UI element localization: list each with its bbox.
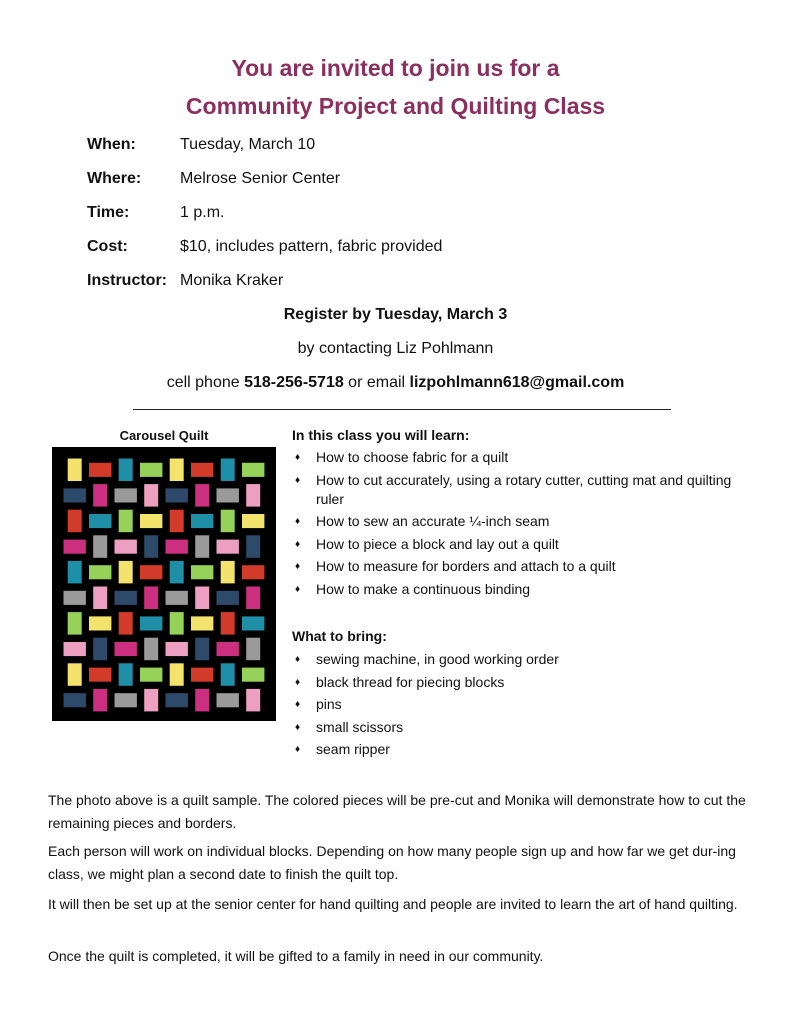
bring-item-text: pins (316, 696, 342, 713)
quilt-piece (195, 638, 209, 661)
diamond-bullet-icon: ♦ (295, 516, 301, 528)
quilt-piece (217, 540, 239, 554)
quilt-piece (166, 540, 188, 554)
detail-value: Melrose Senior Center (180, 170, 341, 187)
diamond-bullet-icon: ♦ (295, 583, 301, 595)
quilt-piece (191, 616, 213, 630)
paragraph-hand-quilting: It will then be set up at the senior center for hand quilting and people are invited to learn the art of hand quilting. (48, 896, 738, 912)
bring-item (292, 673, 732, 692)
learn-item-text: How to piece a block and lay out a quilt (316, 535, 559, 552)
bring-heading: What to bring: (292, 628, 387, 644)
diamond-bullet-icon: ♦ (295, 474, 301, 486)
email-prefix: or email (343, 374, 410, 391)
learn-item (292, 535, 732, 554)
quilt-piece (93, 535, 107, 558)
quilt-piece (68, 459, 82, 482)
learn-item-text: How to choose fabric for a quilt (316, 449, 509, 465)
quilt-piece (140, 463, 162, 477)
diamond-bullet-icon: ♦ (295, 676, 301, 688)
learn-list (292, 448, 732, 603)
quilt-piece (115, 591, 137, 605)
quilt-piece (89, 668, 111, 682)
quilt-piece (166, 488, 188, 502)
invite-title-line2: Community Project and Quilting Class (185, 93, 606, 119)
quilt-piece (89, 514, 111, 528)
detail-label: Cost: (87, 238, 128, 255)
quilt-piece (144, 638, 158, 661)
detail-value: Monika Kraker (180, 272, 284, 289)
learn-item-text: How to sew an accurate ¼-inch seam (316, 513, 550, 530)
bring-list (292, 650, 732, 763)
learn-item (292, 471, 732, 509)
quilt-piece (170, 612, 184, 635)
learn-item (292, 580, 732, 599)
quilt-piece (144, 587, 158, 610)
quilt-piece (221, 561, 235, 584)
quilt-piece (246, 484, 260, 507)
diamond-bullet-icon: ♦ (295, 561, 301, 573)
quilt-piece (221, 459, 235, 482)
quilt-piece (195, 587, 209, 610)
quilt-piece (195, 689, 209, 712)
quilt-piece (140, 616, 162, 630)
detail-time (87, 204, 224, 222)
quilt-piece (217, 693, 239, 707)
diamond-bullet-icon: ♦ (295, 699, 301, 711)
learn-item-text: How to cut accurately, using a rotary cutter, cutting mat and quilting ruler (316, 471, 732, 507)
quilt-piece (166, 591, 188, 605)
detail-cost (87, 238, 442, 256)
detail-where (87, 170, 340, 188)
paragraph-gifted: Once the quilt is completed, it will be gifted to a family in need in our community. (48, 948, 544, 964)
quilt-piece (115, 642, 137, 656)
quilt-piece (242, 514, 264, 528)
learn-item-text: How to measure for borders and attach to a quilt (316, 558, 616, 575)
detail-instructor (87, 272, 283, 290)
quilt-piece (64, 540, 86, 554)
phone-number[interactable]: 518-256-5718 (244, 374, 344, 391)
diamond-bullet-icon: ♦ (295, 654, 301, 665)
register-contact: by contacting Liz Pohlmann (297, 340, 494, 357)
bring-item-text: small scissors (316, 718, 404, 735)
quilt-piece (191, 514, 213, 528)
learn-item (292, 448, 732, 467)
learn-item (292, 557, 732, 576)
quilt-piece (246, 689, 260, 712)
quilt-caption: Carousel Quilt (119, 428, 209, 443)
quilt-piece (166, 642, 188, 656)
quilt-piece (89, 463, 111, 477)
detail-when (87, 136, 315, 154)
quilt-piece (166, 693, 188, 707)
bring-item-text: black thread for piecing blocks (316, 673, 505, 690)
bring-item (292, 718, 732, 737)
detail-value: Tuesday, March 10 (180, 136, 316, 153)
quilt-piece (170, 510, 184, 533)
quilt-piece (195, 484, 209, 507)
quilt-piece (221, 612, 235, 635)
paragraph-quilt-sample: The photo above is a quilt sample. The colored pieces will be pre-cut and Monika will demonstrate how to cut the remaining pieces and borders. (48, 792, 746, 831)
quilt-piece (68, 612, 82, 635)
bring-item-text: seam ripper (316, 741, 390, 758)
quilt-piece (115, 693, 137, 707)
detail-value: 1 p.m. (180, 204, 225, 221)
quilt-piece (140, 668, 162, 682)
quilt-piece (144, 689, 158, 712)
bring-item-text: sewing machine, in good working order (316, 651, 559, 667)
quilt-piece (221, 510, 235, 533)
quilt-piece (140, 514, 162, 528)
detail-label: When: (87, 136, 136, 153)
diamond-bullet-icon: ♦ (295, 744, 301, 756)
quilt-piece (64, 642, 86, 656)
quilt-piece (246, 638, 260, 661)
quilt-piece (242, 565, 264, 579)
invite-title-line1: You are invited to join us for a (231, 55, 560, 81)
diamond-bullet-icon: ♦ (295, 538, 301, 550)
quilt-piece (89, 616, 111, 630)
quilt-piece (115, 540, 137, 554)
bring-item (292, 695, 732, 714)
quilt-piece (246, 535, 260, 558)
quilt-piece (144, 535, 158, 558)
quilt-piece (144, 484, 158, 507)
quilt-piece (89, 565, 111, 579)
phone-prefix: cell phone (166, 374, 245, 391)
quilt-piece (115, 488, 137, 502)
quilt-piece (119, 561, 133, 584)
quilt-piece (93, 638, 107, 661)
quilt-piece (246, 587, 260, 610)
register-phone-email (0, 374, 791, 392)
quilt-piece (68, 561, 82, 584)
detail-label: Where: (87, 170, 142, 187)
quilt-piece (242, 668, 264, 682)
quilt-piece (119, 612, 133, 635)
quilt-piece (119, 510, 133, 533)
quilt-piece (191, 668, 213, 682)
register-deadline: Register by Tuesday, March 3 (283, 306, 508, 323)
detail-value: $10, includes pattern, fabric provided (180, 238, 443, 255)
diamond-bullet-icon: ♦ (295, 721, 301, 733)
quilt-piece (119, 663, 133, 686)
quilt-piece (191, 463, 213, 477)
quilt-piece (93, 587, 107, 610)
quilt-piece (93, 484, 107, 507)
quilt-piece (119, 459, 133, 482)
quilt-piece (93, 689, 107, 712)
quilt-piece (140, 565, 162, 579)
paragraph-individual-blocks: Each person will work on individual blocks. Depending on how many people sign up and how far we get dur-ing class, we might plan a second date to finish the quilt top. (48, 843, 736, 882)
quilt-piece (195, 535, 209, 558)
quilt-piece (68, 510, 82, 533)
quilt-piece (217, 642, 239, 656)
quilt-piece (64, 693, 86, 707)
quilt-piece (64, 591, 86, 605)
learn-heading: In this class you will learn: (292, 427, 470, 443)
quilt-piece (170, 663, 184, 686)
quilt-piece (170, 459, 184, 482)
quilt-piece (242, 463, 264, 477)
divider-rule (133, 409, 671, 410)
quilt-piece (68, 663, 82, 686)
quilt-piece (191, 565, 213, 579)
bring-item (292, 740, 732, 759)
detail-label: Instructor: (87, 272, 167, 289)
quilt-piece (217, 488, 239, 502)
quilt-piece (221, 663, 235, 686)
quilt-photo (52, 447, 276, 721)
diamond-bullet-icon: ♦ (295, 452, 301, 463)
quilt-piece (64, 488, 86, 502)
bring-item (292, 650, 732, 669)
learn-item (292, 512, 732, 531)
detail-label: Time: (87, 204, 130, 221)
learn-item-text: How to make a continuous binding (316, 580, 531, 597)
quilt-piece (242, 616, 264, 630)
quilt-piece (170, 561, 184, 584)
quilt-piece (217, 591, 239, 605)
email-address[interactable]: lizpohlmann618@gmail.com (409, 374, 625, 391)
